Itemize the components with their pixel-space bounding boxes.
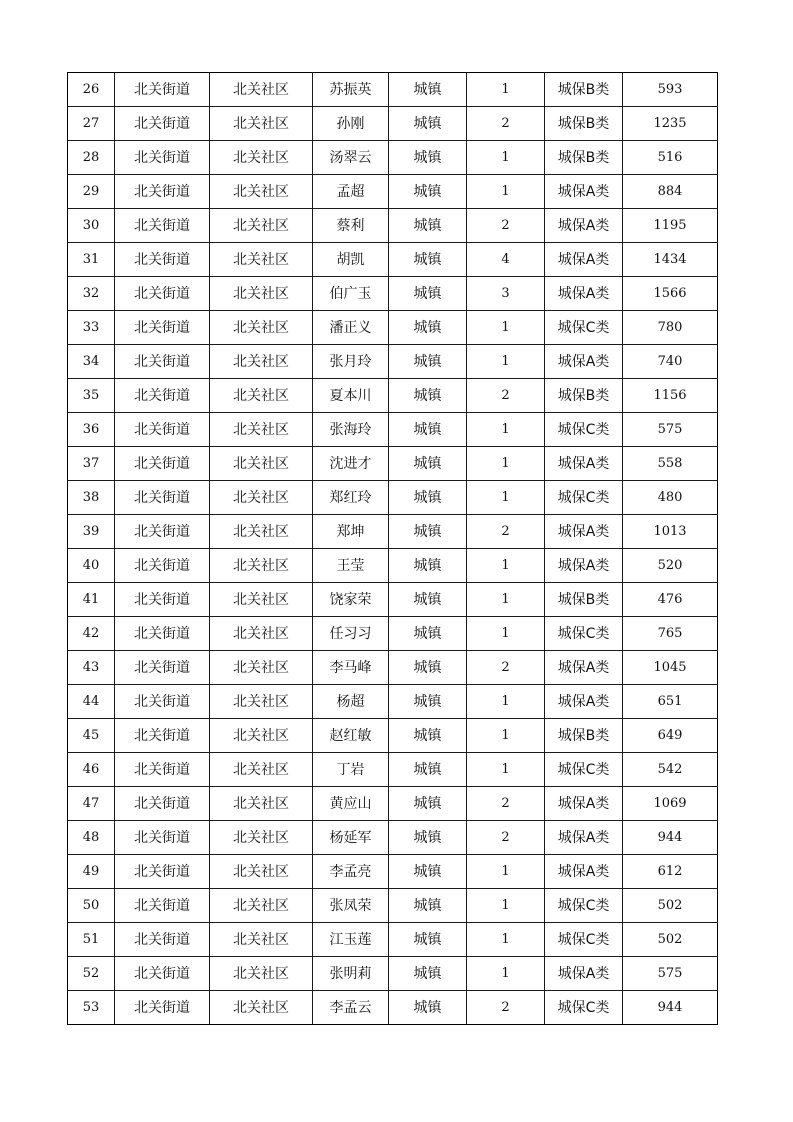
category-cell: 城保C类 bbox=[545, 413, 623, 447]
street-cell: 北关街道 bbox=[115, 209, 210, 243]
amount-cell: 542 bbox=[623, 753, 718, 787]
amount-cell: 780 bbox=[623, 311, 718, 345]
table-row bbox=[68, 617, 718, 651]
amount-cell: 649 bbox=[623, 719, 718, 753]
amount-cell: 944 bbox=[623, 991, 718, 1025]
area-type-cell: 城镇 bbox=[389, 549, 467, 583]
amount-cell: 558 bbox=[623, 447, 718, 481]
persons-cell: 2 bbox=[467, 821, 545, 855]
name-cell: 杨延军 bbox=[313, 821, 389, 855]
area-type-cell: 城镇 bbox=[389, 209, 467, 243]
street-cell: 北关街道 bbox=[115, 447, 210, 481]
community-cell: 北关社区 bbox=[210, 855, 313, 889]
table-row bbox=[68, 787, 718, 821]
community-cell: 北关社区 bbox=[210, 651, 313, 685]
street-cell: 北关街道 bbox=[115, 175, 210, 209]
persons-cell: 1 bbox=[467, 753, 545, 787]
table-row bbox=[68, 311, 718, 345]
category-cell: 城保B类 bbox=[545, 719, 623, 753]
name-cell: 李孟云 bbox=[313, 991, 389, 1025]
persons-cell: 1 bbox=[467, 481, 545, 515]
table-row bbox=[68, 515, 718, 549]
category-cell: 城保A类 bbox=[545, 685, 623, 719]
row-number-cell: 49 bbox=[68, 855, 115, 889]
area-type-cell: 城镇 bbox=[389, 583, 467, 617]
persons-cell: 1 bbox=[467, 447, 545, 481]
table-row bbox=[68, 719, 718, 753]
row-number-cell: 45 bbox=[68, 719, 115, 753]
community-cell: 北关社区 bbox=[210, 685, 313, 719]
table-row bbox=[68, 583, 718, 617]
row-number-cell: 27 bbox=[68, 107, 115, 141]
category-cell: 城保A类 bbox=[545, 651, 623, 685]
persons-cell: 1 bbox=[467, 923, 545, 957]
street-cell: 北关街道 bbox=[115, 549, 210, 583]
row-number-cell: 51 bbox=[68, 923, 115, 957]
table-row bbox=[68, 413, 718, 447]
name-cell: 孟超 bbox=[313, 175, 389, 209]
area-type-cell: 城镇 bbox=[389, 855, 467, 889]
persons-cell: 3 bbox=[467, 277, 545, 311]
table-row bbox=[68, 651, 718, 685]
persons-cell: 1 bbox=[467, 141, 545, 175]
street-cell: 北关街道 bbox=[115, 583, 210, 617]
persons-cell: 1 bbox=[467, 413, 545, 447]
persons-cell: 1 bbox=[467, 549, 545, 583]
amount-cell: 1069 bbox=[623, 787, 718, 821]
name-cell: 饶家荣 bbox=[313, 583, 389, 617]
persons-cell: 2 bbox=[467, 209, 545, 243]
amount-cell: 575 bbox=[623, 413, 718, 447]
community-cell: 北关社区 bbox=[210, 583, 313, 617]
street-cell: 北关街道 bbox=[115, 481, 210, 515]
name-cell: 江玉莲 bbox=[313, 923, 389, 957]
street-cell: 北关街道 bbox=[115, 753, 210, 787]
row-number-cell: 26 bbox=[68, 73, 115, 107]
street-cell: 北关街道 bbox=[115, 73, 210, 107]
category-cell: 城保A类 bbox=[545, 243, 623, 277]
category-cell: 城保A类 bbox=[545, 175, 623, 209]
area-type-cell: 城镇 bbox=[389, 141, 467, 175]
amount-cell: 1045 bbox=[623, 651, 718, 685]
community-cell: 北关社区 bbox=[210, 107, 313, 141]
category-cell: 城保A类 bbox=[545, 277, 623, 311]
street-cell: 北关街道 bbox=[115, 277, 210, 311]
area-type-cell: 城镇 bbox=[389, 243, 467, 277]
street-cell: 北关街道 bbox=[115, 141, 210, 175]
community-cell: 北关社区 bbox=[210, 991, 313, 1025]
row-number-cell: 44 bbox=[68, 685, 115, 719]
document-page bbox=[67, 72, 717, 1025]
row-number-cell: 46 bbox=[68, 753, 115, 787]
name-cell: 张明莉 bbox=[313, 957, 389, 991]
community-cell: 北关社区 bbox=[210, 821, 313, 855]
row-number-cell: 53 bbox=[68, 991, 115, 1025]
name-cell: 沈进才 bbox=[313, 447, 389, 481]
area-type-cell: 城镇 bbox=[389, 719, 467, 753]
amount-cell: 1195 bbox=[623, 209, 718, 243]
community-cell: 北关社区 bbox=[210, 889, 313, 923]
area-type-cell: 城镇 bbox=[389, 345, 467, 379]
area-type-cell: 城镇 bbox=[389, 651, 467, 685]
name-cell: 李孟亮 bbox=[313, 855, 389, 889]
community-cell: 北关社区 bbox=[210, 73, 313, 107]
street-cell: 北关街道 bbox=[115, 413, 210, 447]
street-cell: 北关街道 bbox=[115, 379, 210, 413]
roster-table bbox=[67, 72, 718, 1025]
area-type-cell: 城镇 bbox=[389, 481, 467, 515]
row-number-cell: 31 bbox=[68, 243, 115, 277]
category-cell: 城保B类 bbox=[545, 379, 623, 413]
amount-cell: 593 bbox=[623, 73, 718, 107]
community-cell: 北关社区 bbox=[210, 379, 313, 413]
amount-cell: 651 bbox=[623, 685, 718, 719]
table-row bbox=[68, 991, 718, 1025]
row-number-cell: 47 bbox=[68, 787, 115, 821]
table-row bbox=[68, 73, 718, 107]
community-cell: 北关社区 bbox=[210, 243, 313, 277]
category-cell: 城保B类 bbox=[545, 107, 623, 141]
name-cell: 汤翠云 bbox=[313, 141, 389, 175]
street-cell: 北关街道 bbox=[115, 787, 210, 821]
table-row bbox=[68, 481, 718, 515]
persons-cell: 1 bbox=[467, 175, 545, 209]
amount-cell: 502 bbox=[623, 923, 718, 957]
category-cell: 城保C类 bbox=[545, 481, 623, 515]
row-number-cell: 39 bbox=[68, 515, 115, 549]
persons-cell: 2 bbox=[467, 651, 545, 685]
roster-body bbox=[68, 73, 718, 1025]
community-cell: 北关社区 bbox=[210, 311, 313, 345]
name-cell: 丁岩 bbox=[313, 753, 389, 787]
amount-cell: 740 bbox=[623, 345, 718, 379]
area-type-cell: 城镇 bbox=[389, 107, 467, 141]
table-row bbox=[68, 209, 718, 243]
amount-cell: 502 bbox=[623, 889, 718, 923]
category-cell: 城保C类 bbox=[545, 311, 623, 345]
table-row bbox=[68, 889, 718, 923]
community-cell: 北关社区 bbox=[210, 277, 313, 311]
amount-cell: 1013 bbox=[623, 515, 718, 549]
amount-cell: 480 bbox=[623, 481, 718, 515]
table-row bbox=[68, 957, 718, 991]
community-cell: 北关社区 bbox=[210, 957, 313, 991]
persons-cell: 1 bbox=[467, 311, 545, 345]
category-cell: 城保A类 bbox=[545, 787, 623, 821]
area-type-cell: 城镇 bbox=[389, 379, 467, 413]
name-cell: 杨超 bbox=[313, 685, 389, 719]
area-type-cell: 城镇 bbox=[389, 447, 467, 481]
table-row bbox=[68, 821, 718, 855]
area-type-cell: 城镇 bbox=[389, 175, 467, 209]
category-cell: 城保A类 bbox=[545, 447, 623, 481]
persons-cell: 1 bbox=[467, 889, 545, 923]
amount-cell: 516 bbox=[623, 141, 718, 175]
table-row bbox=[68, 685, 718, 719]
name-cell: 李马峰 bbox=[313, 651, 389, 685]
amount-cell: 944 bbox=[623, 821, 718, 855]
street-cell: 北关街道 bbox=[115, 651, 210, 685]
area-type-cell: 城镇 bbox=[389, 413, 467, 447]
street-cell: 北关街道 bbox=[115, 107, 210, 141]
street-cell: 北关街道 bbox=[115, 889, 210, 923]
persons-cell: 1 bbox=[467, 617, 545, 651]
area-type-cell: 城镇 bbox=[389, 685, 467, 719]
name-cell: 郑坤 bbox=[313, 515, 389, 549]
area-type-cell: 城镇 bbox=[389, 991, 467, 1025]
area-type-cell: 城镇 bbox=[389, 787, 467, 821]
name-cell: 潘正义 bbox=[313, 311, 389, 345]
category-cell: 城保C类 bbox=[545, 617, 623, 651]
street-cell: 北关街道 bbox=[115, 855, 210, 889]
persons-cell: 2 bbox=[467, 991, 545, 1025]
row-number-cell: 36 bbox=[68, 413, 115, 447]
category-cell: 城保A类 bbox=[545, 855, 623, 889]
category-cell: 城保B类 bbox=[545, 141, 623, 175]
area-type-cell: 城镇 bbox=[389, 277, 467, 311]
area-type-cell: 城镇 bbox=[389, 73, 467, 107]
community-cell: 北关社区 bbox=[210, 481, 313, 515]
table-row bbox=[68, 243, 718, 277]
table-row bbox=[68, 107, 718, 141]
name-cell: 蔡利 bbox=[313, 209, 389, 243]
street-cell: 北关街道 bbox=[115, 821, 210, 855]
community-cell: 北关社区 bbox=[210, 923, 313, 957]
community-cell: 北关社区 bbox=[210, 719, 313, 753]
row-number-cell: 32 bbox=[68, 277, 115, 311]
name-cell: 赵红敏 bbox=[313, 719, 389, 753]
community-cell: 北关社区 bbox=[210, 753, 313, 787]
amount-cell: 575 bbox=[623, 957, 718, 991]
persons-cell: 1 bbox=[467, 957, 545, 991]
persons-cell: 4 bbox=[467, 243, 545, 277]
persons-cell: 1 bbox=[467, 685, 545, 719]
category-cell: 城保B类 bbox=[545, 73, 623, 107]
amount-cell: 612 bbox=[623, 855, 718, 889]
street-cell: 北关街道 bbox=[115, 991, 210, 1025]
category-cell: 城保C类 bbox=[545, 753, 623, 787]
area-type-cell: 城镇 bbox=[389, 923, 467, 957]
row-number-cell: 52 bbox=[68, 957, 115, 991]
community-cell: 北关社区 bbox=[210, 515, 313, 549]
street-cell: 北关街道 bbox=[115, 719, 210, 753]
community-cell: 北关社区 bbox=[210, 345, 313, 379]
amount-cell: 1434 bbox=[623, 243, 718, 277]
category-cell: 城保C类 bbox=[545, 889, 623, 923]
community-cell: 北关社区 bbox=[210, 209, 313, 243]
street-cell: 北关街道 bbox=[115, 311, 210, 345]
community-cell: 北关社区 bbox=[210, 549, 313, 583]
row-number-cell: 43 bbox=[68, 651, 115, 685]
name-cell: 孙刚 bbox=[313, 107, 389, 141]
table-row bbox=[68, 447, 718, 481]
street-cell: 北关街道 bbox=[115, 515, 210, 549]
persons-cell: 2 bbox=[467, 379, 545, 413]
area-type-cell: 城镇 bbox=[389, 957, 467, 991]
amount-cell: 1566 bbox=[623, 277, 718, 311]
table-row bbox=[68, 141, 718, 175]
street-cell: 北关街道 bbox=[115, 957, 210, 991]
street-cell: 北关街道 bbox=[115, 345, 210, 379]
persons-cell: 1 bbox=[467, 73, 545, 107]
row-number-cell: 38 bbox=[68, 481, 115, 515]
area-type-cell: 城镇 bbox=[389, 889, 467, 923]
amount-cell: 520 bbox=[623, 549, 718, 583]
name-cell: 张海玲 bbox=[313, 413, 389, 447]
category-cell: 城保C类 bbox=[545, 923, 623, 957]
name-cell: 伯广玉 bbox=[313, 277, 389, 311]
name-cell: 胡凯 bbox=[313, 243, 389, 277]
amount-cell: 884 bbox=[623, 175, 718, 209]
table-row bbox=[68, 549, 718, 583]
row-number-cell: 28 bbox=[68, 141, 115, 175]
community-cell: 北关社区 bbox=[210, 175, 313, 209]
category-cell: 城保C类 bbox=[545, 991, 623, 1025]
area-type-cell: 城镇 bbox=[389, 515, 467, 549]
street-cell: 北关街道 bbox=[115, 243, 210, 277]
name-cell: 苏振英 bbox=[313, 73, 389, 107]
street-cell: 北关街道 bbox=[115, 685, 210, 719]
persons-cell: 1 bbox=[467, 719, 545, 753]
table-row bbox=[68, 855, 718, 889]
community-cell: 北关社区 bbox=[210, 617, 313, 651]
amount-cell: 476 bbox=[623, 583, 718, 617]
name-cell: 郑红玲 bbox=[313, 481, 389, 515]
category-cell: 城保A类 bbox=[545, 209, 623, 243]
row-number-cell: 29 bbox=[68, 175, 115, 209]
category-cell: 城保A类 bbox=[545, 515, 623, 549]
amount-cell: 1156 bbox=[623, 379, 718, 413]
name-cell: 夏本川 bbox=[313, 379, 389, 413]
amount-cell: 1235 bbox=[623, 107, 718, 141]
row-number-cell: 30 bbox=[68, 209, 115, 243]
community-cell: 北关社区 bbox=[210, 447, 313, 481]
row-number-cell: 50 bbox=[68, 889, 115, 923]
row-number-cell: 41 bbox=[68, 583, 115, 617]
community-cell: 北关社区 bbox=[210, 413, 313, 447]
table-row bbox=[68, 345, 718, 379]
table-row bbox=[68, 277, 718, 311]
row-number-cell: 35 bbox=[68, 379, 115, 413]
category-cell: 城保A类 bbox=[545, 957, 623, 991]
row-number-cell: 40 bbox=[68, 549, 115, 583]
name-cell: 张月玲 bbox=[313, 345, 389, 379]
area-type-cell: 城镇 bbox=[389, 753, 467, 787]
street-cell: 北关街道 bbox=[115, 617, 210, 651]
table-row bbox=[68, 379, 718, 413]
area-type-cell: 城镇 bbox=[389, 311, 467, 345]
category-cell: 城保A类 bbox=[545, 345, 623, 379]
row-number-cell: 48 bbox=[68, 821, 115, 855]
name-cell: 王莹 bbox=[313, 549, 389, 583]
persons-cell: 2 bbox=[467, 787, 545, 821]
persons-cell: 2 bbox=[467, 107, 545, 141]
category-cell: 城保A类 bbox=[545, 549, 623, 583]
row-number-cell: 42 bbox=[68, 617, 115, 651]
name-cell: 黄应山 bbox=[313, 787, 389, 821]
community-cell: 北关社区 bbox=[210, 141, 313, 175]
persons-cell: 1 bbox=[467, 855, 545, 889]
row-number-cell: 33 bbox=[68, 311, 115, 345]
table-row bbox=[68, 175, 718, 209]
area-type-cell: 城镇 bbox=[389, 617, 467, 651]
persons-cell: 1 bbox=[467, 345, 545, 379]
persons-cell: 2 bbox=[467, 515, 545, 549]
name-cell: 任习习 bbox=[313, 617, 389, 651]
area-type-cell: 城镇 bbox=[389, 821, 467, 855]
street-cell: 北关街道 bbox=[115, 923, 210, 957]
category-cell: 城保A类 bbox=[545, 821, 623, 855]
table-row bbox=[68, 753, 718, 787]
row-number-cell: 37 bbox=[68, 447, 115, 481]
row-number-cell: 34 bbox=[68, 345, 115, 379]
community-cell: 北关社区 bbox=[210, 787, 313, 821]
persons-cell: 1 bbox=[467, 583, 545, 617]
table-row bbox=[68, 923, 718, 957]
amount-cell: 765 bbox=[623, 617, 718, 651]
category-cell: 城保B类 bbox=[545, 583, 623, 617]
name-cell: 张凤荣 bbox=[313, 889, 389, 923]
